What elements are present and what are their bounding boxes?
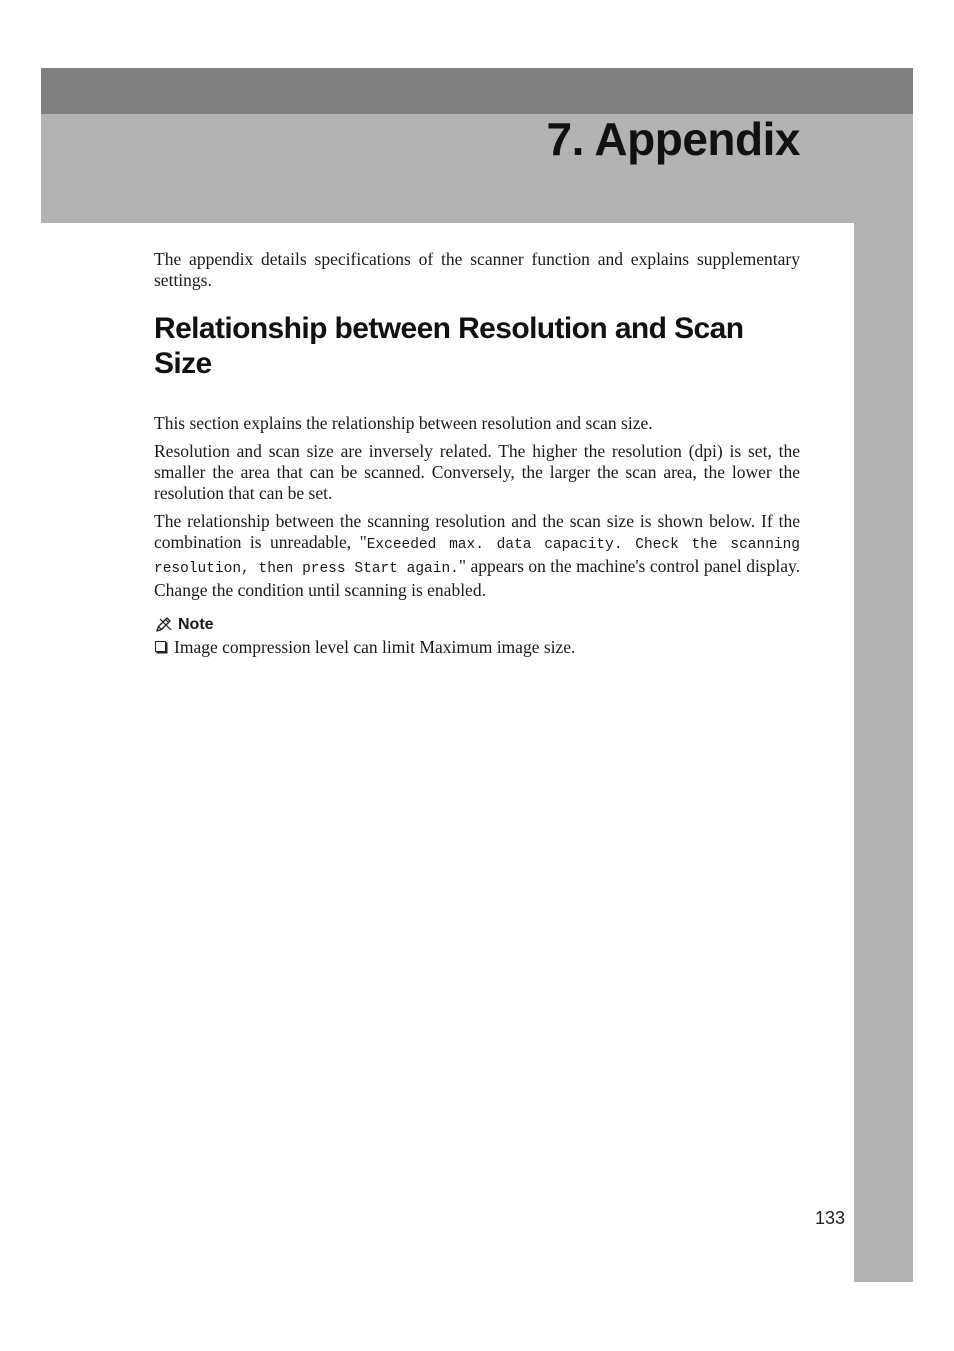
note-list-item bbox=[154, 637, 800, 658]
section-paragraph-1: This section explains the relationship between resolution and scan size. bbox=[154, 413, 653, 433]
note-text: Image compression level can limit Maximum image size. bbox=[174, 637, 576, 657]
page-number: 133 bbox=[814, 1208, 845, 1228]
paragraph-3-lead: The relationship between the scanning resolution and the scan size is shown below. If the combination is unreadable, " bbox=[154, 511, 800, 552]
note-label: Note bbox=[178, 616, 214, 633]
section-paragraph-3 bbox=[154, 511, 800, 601]
section-paragraph-2: Resolution and scan size are inversely related. The higher the resolution (dpi) is set, the smaller the area that can be scanned. Conversely, the larger the scan area, the lower the resolution that can be set. bbox=[154, 441, 800, 503]
intro-paragraph: The appendix details specifications of the scanner function and explains supplementary settings. bbox=[154, 249, 800, 290]
pencil-icon bbox=[154, 616, 174, 634]
note-heading bbox=[154, 614, 800, 635]
side-thumb-strip bbox=[854, 223, 913, 1282]
panel-message: Exceeded max. data capacity. Check the scanning resolution, then press Start again. bbox=[154, 537, 800, 577]
paragraph-3-tail: " appears on the machine's control panel display. Change the condition until scanning is enabled. bbox=[154, 556, 800, 600]
header-band-dark bbox=[41, 68, 913, 114]
section-heading: Relationship between Resolution and Scan Size bbox=[154, 312, 744, 380]
chapter-title: 7. Appendix bbox=[546, 113, 800, 165]
page-content bbox=[154, 249, 800, 658]
checkbox-icon bbox=[155, 641, 166, 652]
